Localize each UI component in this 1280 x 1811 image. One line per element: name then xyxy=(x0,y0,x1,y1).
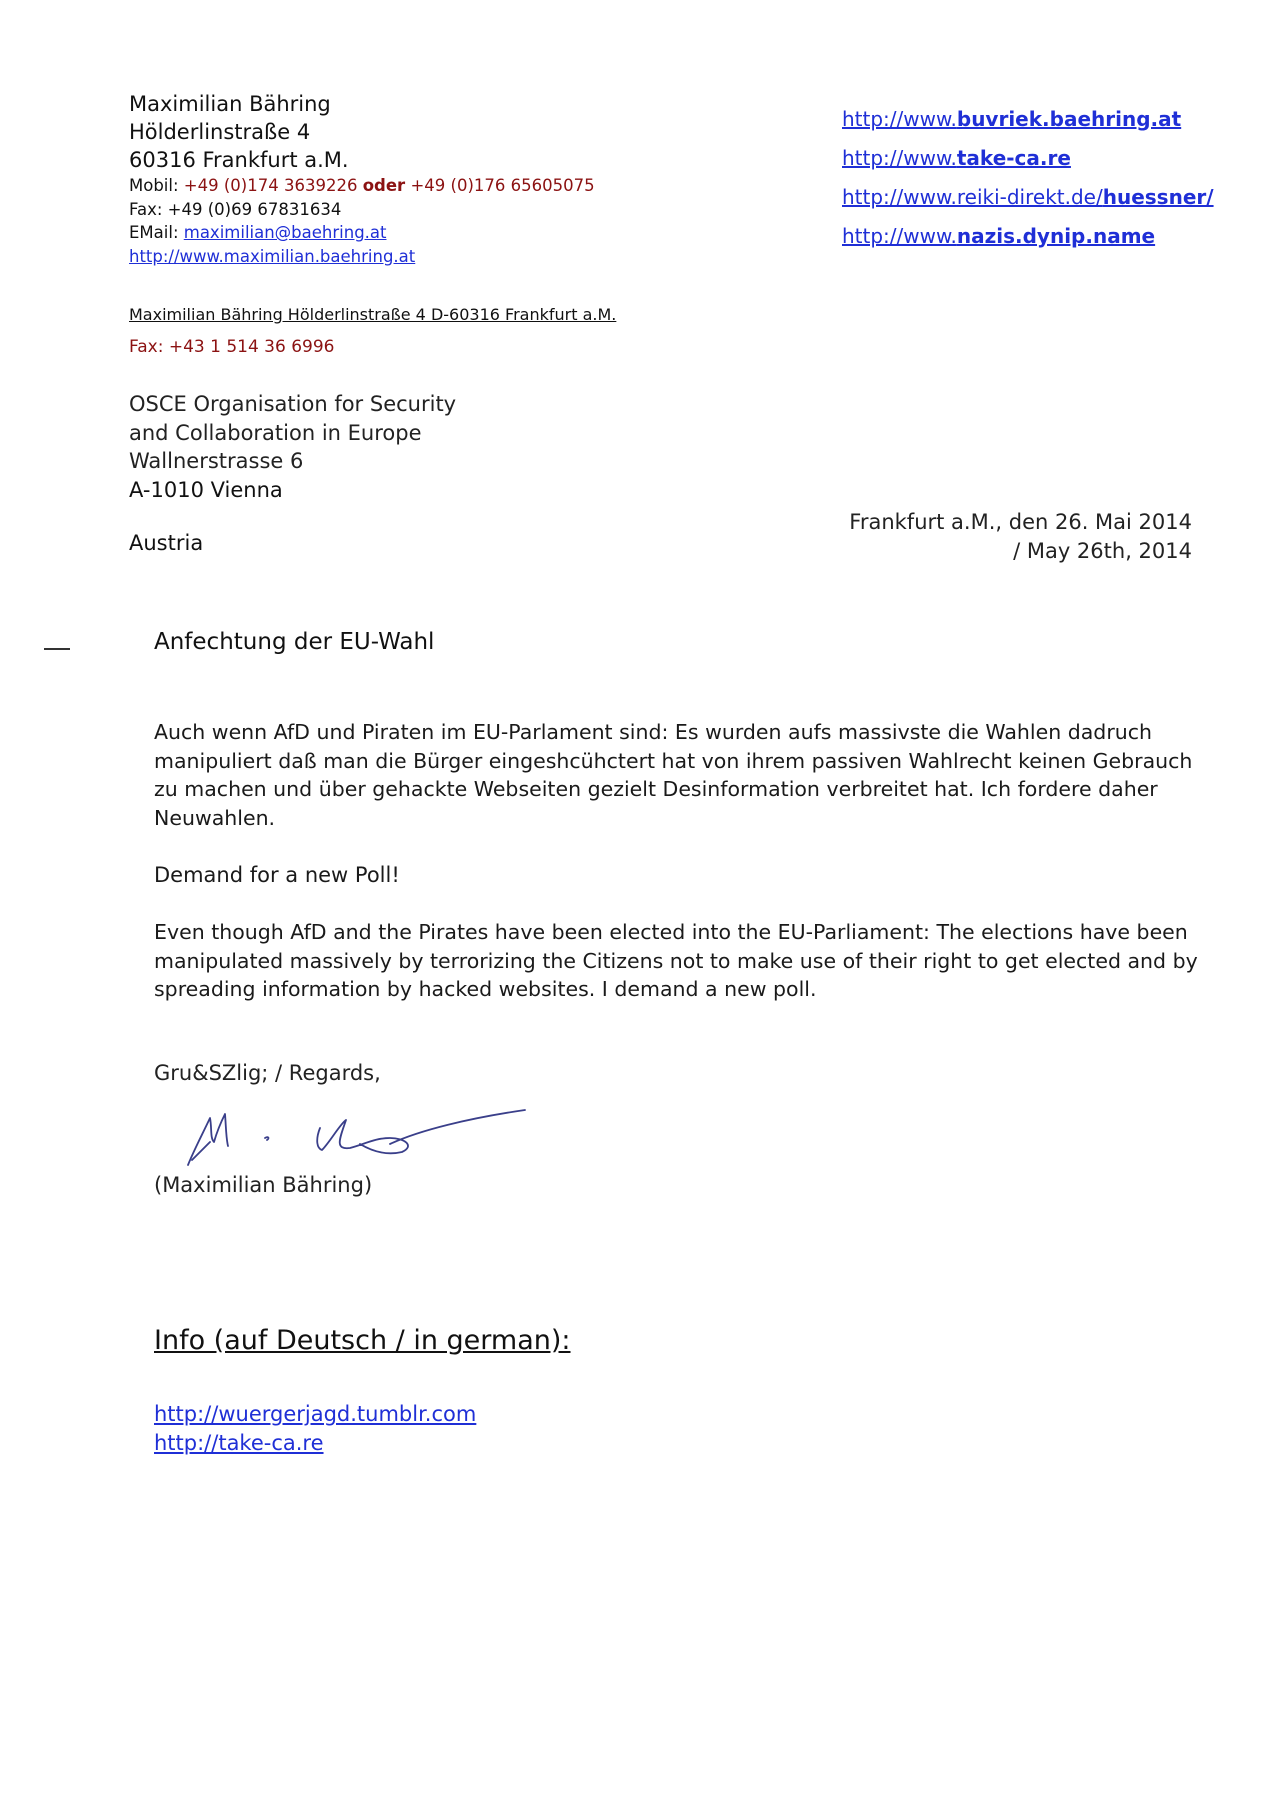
info-links xyxy=(154,1400,476,1458)
info-link-1[interactable]: http://wuergerjagd.tumblr.com xyxy=(154,1402,477,1426)
body-en-line: manipulated massively by terrorizing the Citizens not to make use of their right to get elected and by xyxy=(154,948,1198,973)
recipient-address xyxy=(129,390,456,504)
date-line-2: / May 26th, 2014 xyxy=(1013,539,1192,563)
sender-street: Hölderlinstraße 4 xyxy=(129,120,311,144)
mobile-number-2: +49 (0)176 65605075 xyxy=(410,176,595,195)
body-de-line: manipuliert daß man die Bürger eingeshcühctert hat von ihrem passiven Wahlrecht keinen Gebrauch xyxy=(154,748,1193,773)
sender-email-line xyxy=(129,221,595,245)
mobile-number-1: +49 (0)174 3639226 xyxy=(183,176,358,195)
heading-english: Demand for a new Poll! xyxy=(154,863,400,887)
signer-name: (Maximilian Bähring) xyxy=(154,1173,373,1197)
recipient-fax: Fax: +43 1 514 36 6996 xyxy=(129,337,335,357)
sender-fax-line xyxy=(129,198,595,222)
closing: Gru&SZlig; / Regards, xyxy=(154,1061,381,1085)
info-link-2[interactable]: http://take-ca.re xyxy=(154,1431,324,1455)
email-link[interactable]: maximilian@baehring.at xyxy=(183,223,387,242)
sender-mobile-line xyxy=(129,174,595,198)
fax-number: +49 (0)69 67831634 xyxy=(167,199,342,219)
email-label: EMail: xyxy=(129,223,179,242)
subject-line: Anfechtung der EU-Wahl xyxy=(154,629,435,655)
body-german xyxy=(154,718,1192,832)
body-de-line: zu machen und über gehackte Webseiten gezielt Desinformation verbreitet hat. Ich fordere daher xyxy=(154,777,1158,801)
sender-name: Maximilian Bähring xyxy=(129,92,331,116)
recipient-line-2: and Collaboration in Europe xyxy=(129,420,422,445)
body-de-line: Auch wenn AfD und Piraten im EU-Parlament sind: Es wurden aufs massivste die Wahlen dadruch xyxy=(154,720,1153,744)
info-heading: Info (auf Deutsch / in german): xyxy=(154,1325,571,1356)
sender-city: 60316 Frankfurt a.M. xyxy=(129,148,349,172)
website-link[interactable]: http://www.maximilian.baehring.at xyxy=(129,246,416,266)
body-de-line: Neuwahlen. xyxy=(154,805,276,830)
date-line-1: Frankfurt a.M., den 26. Mai 2014 xyxy=(849,510,1192,534)
right-link-4[interactable]: http://www.nazis.dynip.name xyxy=(842,224,1156,248)
right-link-2[interactable]: http://www.take-ca.re xyxy=(842,146,1071,170)
fax-label: Fax: xyxy=(129,199,163,219)
mobile-label: Mobil: xyxy=(129,176,179,195)
body-en-line: Even though AfD and the Pirates have been elected into the EU-Parliament: The elections have been xyxy=(154,920,1188,944)
right-link-3[interactable]: http://www.reiki-direkt.de/huessner/ xyxy=(842,185,1214,209)
right-links xyxy=(842,100,1214,256)
body-en-line: spreading information by hacked websites. I demand a new poll. xyxy=(154,977,817,1001)
recipient-line-3: Wallnerstrasse 6 xyxy=(129,449,304,473)
recipient-line-4: A-1010 Vienna xyxy=(129,477,283,502)
sender-block xyxy=(129,90,595,268)
body-english xyxy=(154,918,1198,1004)
mobile-oder: oder xyxy=(362,176,406,195)
signature-image xyxy=(180,1080,540,1175)
fold-mark xyxy=(44,648,70,650)
recipient-country: Austria xyxy=(129,531,204,555)
sender-website-line xyxy=(129,245,595,269)
recipient-line-1: OSCE Organisation for Security xyxy=(129,392,457,416)
date-block xyxy=(849,508,1192,566)
right-link-1[interactable]: http://www.buvriek.baehring.at xyxy=(842,107,1182,131)
return-address: Maximilian Bähring Hölderlinstraße 4 D-60316 Frankfurt a.M. xyxy=(129,305,617,324)
